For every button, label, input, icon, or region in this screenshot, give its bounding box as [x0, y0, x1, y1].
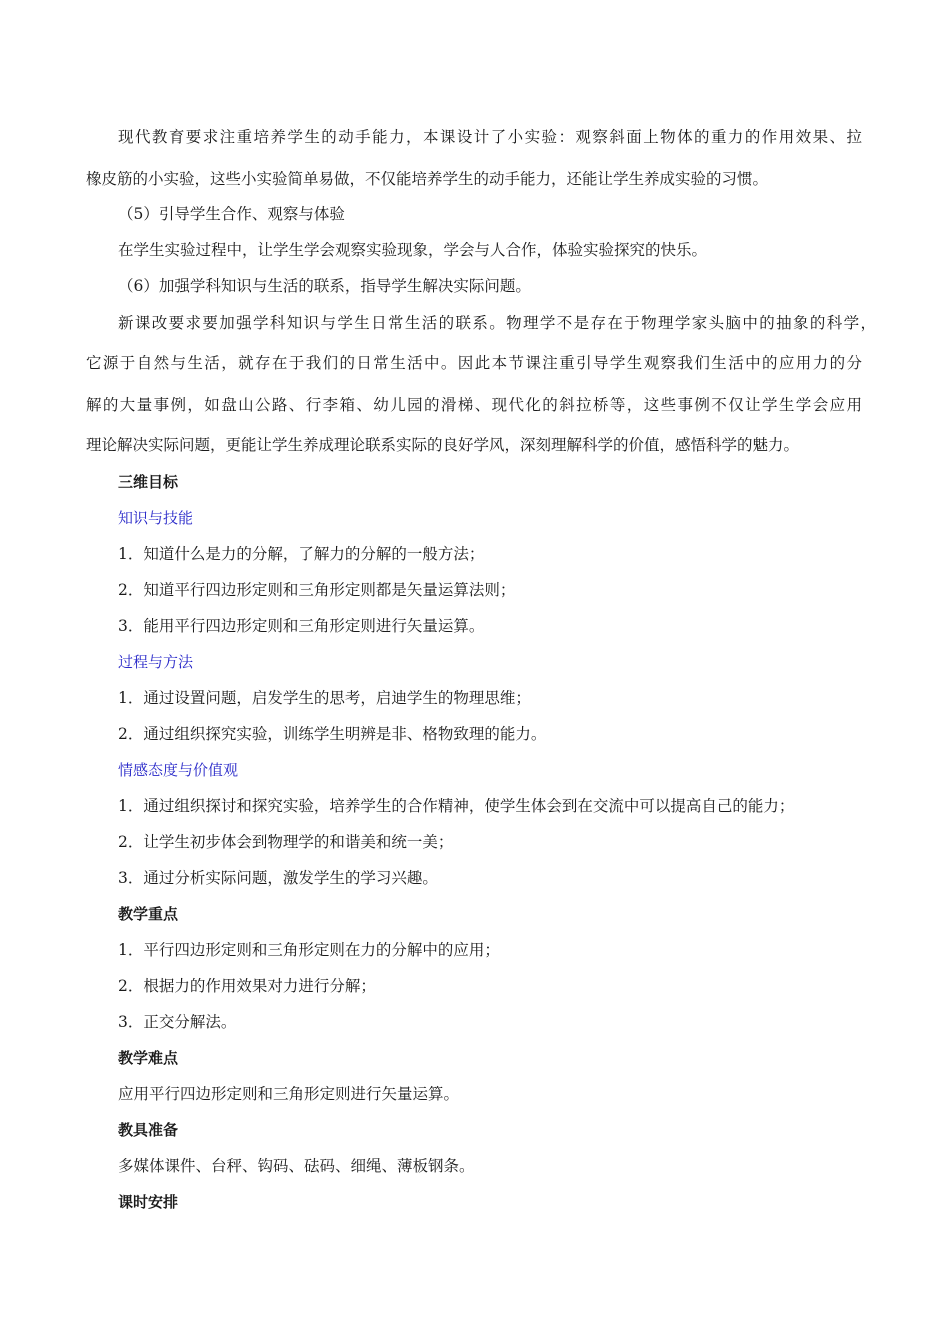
equipment-title: 教具准备	[118, 1121, 179, 1139]
key-points-title: 教学重点	[118, 905, 179, 923]
paragraph-line: 理论解决实际问题，更能让学生养成理论联系实际的良好学风，深刻理解科学的价值，感悟科学的魅力。	[86, 436, 800, 454]
section-heading-6: （6）加强学科知识与生活的联系，指导学生解决实际问题。	[118, 277, 531, 295]
difficulty-title: 教学难点	[118, 1049, 179, 1067]
goals-title: 三维目标	[118, 473, 179, 491]
paragraph-line: 解的大量事例，如盘山公路、行李箱、幼儿园的滑梯、现代化的斜拉桥等，这些事例不仅让学生学会应用	[86, 396, 862, 414]
schedule-title: 课时安排	[118, 1193, 179, 1211]
list-item: 1．通过设置问题，启发学生的思考，启迪学生的物理思维；	[118, 689, 531, 707]
section-heading-5: （5）引导学生合作、观察与体验	[118, 205, 345, 223]
paragraph-line: 它源于自然与生活，就存在于我们的日常生活中。因此本节课注重引导学生观察我们生活中的应用力的分	[86, 354, 862, 372]
list-item: 2．通过组织探究实验，训练学生明辨是非、格物致理的能力。	[118, 725, 547, 743]
list-item: 2．让学生初步体会到物理学的和谐美和统一美；	[118, 833, 454, 851]
list-item: 1．知道什么是力的分解，了解力的分解的一般方法；	[118, 545, 485, 563]
list-item: 2．知道平行四边形定则和三角形定则都是矢量运算法则；	[118, 581, 516, 599]
list-item: 3．通过分析实际问题，激发学生的学习兴趣。	[118, 869, 438, 887]
list-item: 3．能用平行四边形定则和三角形定则进行矢量运算。	[118, 617, 485, 635]
emotion-heading: 情感态度与价值观	[118, 761, 239, 779]
paragraph-line: 新课改要求要加强学科知识与学生日常生活的联系。物理学不是存在于物理学家头脑中的抽象的科学，	[118, 314, 876, 332]
paragraph-line: 在学生实验过程中，让学生学会观察实验现象，学会与人合作，体验实验探究的快乐。	[118, 241, 708, 259]
list-item: 1．通过组织探讨和探究实验，培养学生的合作精神，使学生体会到在交流中可以提高自己的能力；	[118, 797, 795, 815]
list-item: 1．平行四边形定则和三角形定则在力的分解中的应用；	[118, 941, 500, 959]
difficulty-text: 应用平行四边形定则和三角形定则进行矢量运算。	[118, 1085, 460, 1103]
equipment-text: 多媒体课件、台秤、钩码、砝码、细绳、薄板钢条。	[118, 1157, 475, 1175]
paragraph-line: 橡皮筋的小实验，这些小实验简单易做，不仅能培养学生的动手能力，还能让学生养成实验的习惯。	[86, 170, 769, 188]
process-heading: 过程与方法	[118, 653, 194, 671]
paragraph-line: 现代教育要求注重培养学生的动手能力，本课设计了小实验：观察斜面上物体的重力的作用效果、拉	[118, 128, 862, 146]
list-item: 3．正交分解法。	[118, 1013, 237, 1031]
list-item: 2．根据力的作用效果对力进行分解；	[118, 977, 376, 995]
knowledge-heading: 知识与技能	[118, 509, 194, 527]
